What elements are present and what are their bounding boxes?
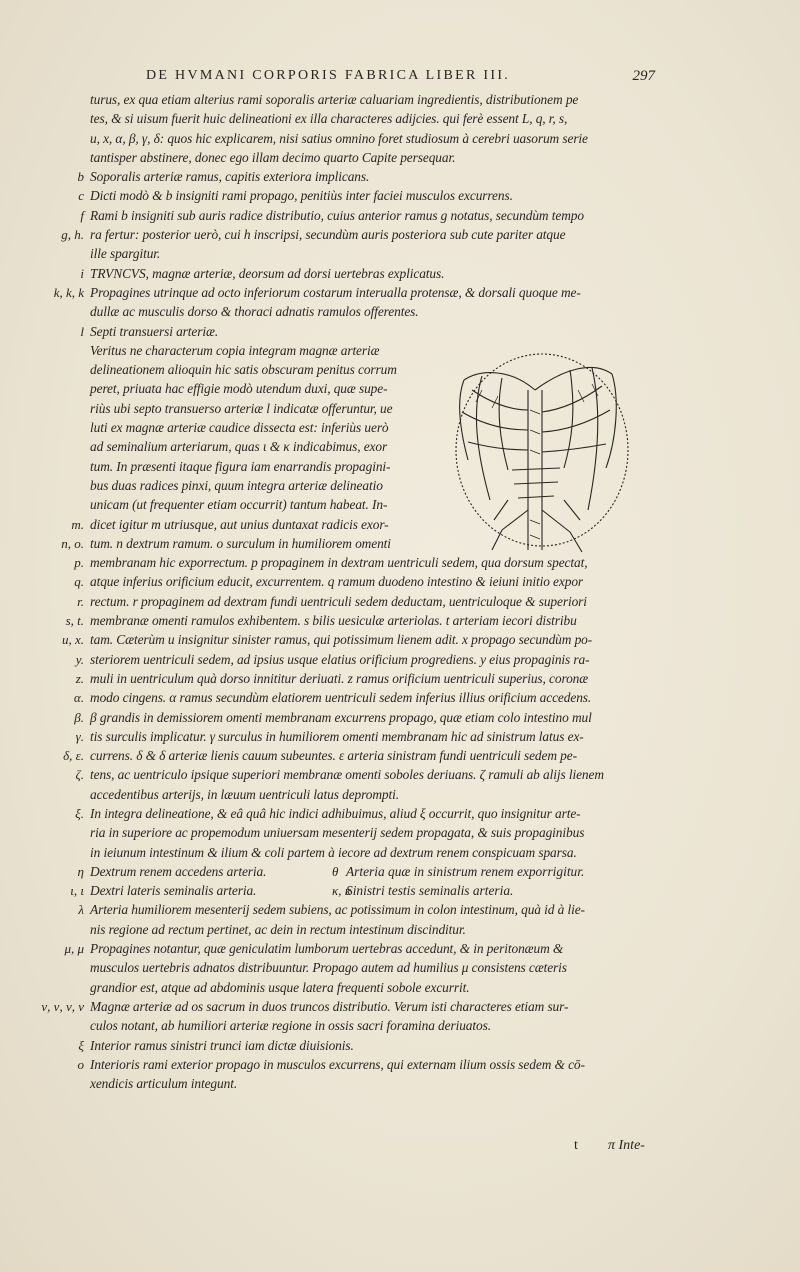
line-text-second: Sinistri testis seminalis arteria. <box>346 883 514 899</box>
catchword-line <box>0 1138 800 1158</box>
line-text: culos notant, ab humiliori arteriæ regione in ossis sacri foramina deriuatos. <box>90 1018 491 1034</box>
line-text: muli in uentriculum quà dorso innititur deriuati. z ramus orificium uentriculi superius, coronæ <box>90 670 589 686</box>
text-line <box>0 572 800 591</box>
text-line <box>0 109 800 128</box>
margin-key: y. <box>75 651 84 667</box>
margin-key: c <box>78 188 84 204</box>
signature-mark: t <box>574 1138 578 1153</box>
margin-key: b <box>77 169 84 185</box>
line-text: ra fertur: posterior uerò, cui h inscripsi, secundùm auris posteriora sub cute pariter atque <box>90 227 566 243</box>
text-line <box>0 418 800 437</box>
text-line <box>0 978 800 997</box>
text-line <box>0 958 800 977</box>
text-line <box>0 708 800 727</box>
line-text: tens, ac uentriculo ipsique superiori membranæ omenti soboles deriuans. ζ ramuli ab alijs lienem <box>90 767 604 783</box>
line-text: Interioris rami exterior propago in musculos excurrens, qui externam ilium ossis sedem & cō- <box>90 1056 585 1072</box>
line-text: in ieiunum intestinum & ilium & coli partem à iecore ad dextrum renem conspicuam sparsa. <box>90 844 577 860</box>
inline-key: κ, κ <box>332 883 351 899</box>
line-text: peret, priuata hac effigie modò utendum duxi, quæ supe- <box>90 381 388 397</box>
line-text: grandior est, atque ad abdominis usque latera frequenti sobole excurrit. <box>90 979 470 995</box>
line-text: tes, & si uisum fuerit huic delineationi ex illa characteres adijcies. qui ferè essent L, q, r, s, <box>90 111 568 127</box>
text-line <box>0 457 800 476</box>
running-head: DE HVMANI CORPORIS FABRICA LIBER III. <box>146 68 511 83</box>
text-line <box>0 437 800 456</box>
line-text: Magnæ arteriæ ad os sacrum in duos truncos distributio. Verum isti characteres etiam sur- <box>90 998 569 1014</box>
line-text: luti ex magnæ arteriæ caudice dissecta est: inferiùs uerò <box>90 420 389 436</box>
line-text: TRVNCVS, magnæ arteriæ, deorsum ad dorsi uertebras explicatus. <box>90 265 445 281</box>
text-line <box>0 804 800 823</box>
margin-key: ζ. <box>75 767 84 783</box>
text-line <box>0 302 800 321</box>
margin-key: f <box>80 207 84 223</box>
margin-key: p. <box>74 555 84 571</box>
line-text: tum. n dextrum ramum. o surculum in humiliorem omenti <box>90 535 391 551</box>
text-line <box>0 823 800 842</box>
margin-key: λ <box>78 902 84 918</box>
margin-key: l <box>80 323 84 339</box>
line-text: turus, ex qua etiam alterius rami soporalis arteriæ caluariam ingredientis, distributionem pe <box>90 92 579 107</box>
text-line <box>0 997 800 1016</box>
text-line <box>0 785 800 804</box>
line-text: Propagines utrinque ad octo inferiorum costarum interualla protensæ, & dorsali quoque me- <box>90 284 581 300</box>
line-text: atque inferius orificium educit, excurrentem. q ramum duodeno intestino & ieiuni initio expor <box>90 574 584 590</box>
line-text: tis surculis implicatur. γ surculus in humiliorem omenti membranam hic ad sinistrum latus ex- <box>90 728 584 744</box>
margin-key: i <box>80 265 84 281</box>
text-line <box>0 379 800 398</box>
text-line <box>0 515 800 534</box>
text-line <box>0 476 800 495</box>
margin-key: ξ <box>78 1037 84 1053</box>
text-line <box>0 244 800 263</box>
text-line <box>0 360 800 379</box>
line-text: Interior ramus sinistri trunci iam dictæ diuisionis. <box>90 1037 354 1053</box>
text-line <box>0 900 800 919</box>
line-text: Rami b insigniti sub auris radice distributio, cuius anterior ramus g notatus, secundùm tempo <box>90 207 584 223</box>
text-line <box>0 341 800 360</box>
margin-key: k, k, k <box>53 284 84 300</box>
margin-key: ξ. <box>75 805 84 821</box>
text-line <box>0 727 800 746</box>
margin-key: s, t. <box>65 613 84 629</box>
line-text: membranam hic exporrectum. p propaginem in dextram uentriculi sedem, qua dorsum spectat, <box>90 555 588 571</box>
line-text: β grandis in demissiorem omenti membranam excurrens propago, quæ etiam colo intestino mul <box>90 709 592 725</box>
line-text: currens. δ & δ arteriæ lienis cauum subeuntes. ε arteria sinistram fundi uentriculi sedem pe- <box>90 748 577 764</box>
line-text: tum. In præsenti itaque figura iam enarrandis propagini- <box>90 458 391 474</box>
line-text: Propagines notantur, quæ geniculatim lumborum uertebras accedunt, & in peritonæum & <box>90 941 564 957</box>
page-number: 297 <box>632 68 655 84</box>
line-text: u, x, α, β, γ, δ: quos hic explicarem, nisi satius omnino foret studiosum à cerebri uasorum serie <box>90 130 588 146</box>
line-text: membranæ omenti ramulos exhibentem. s bilis uesiculæ arteriolas. t arteriam iecori distribu <box>90 613 577 629</box>
margin-key: δ, ε. <box>63 748 84 764</box>
line-text: xendicis articulum integunt. <box>90 1076 238 1092</box>
text-line <box>0 630 800 649</box>
margin-key: ι, ι <box>70 883 84 899</box>
text-line <box>0 90 800 109</box>
text-line <box>0 1036 800 1055</box>
text-line <box>0 495 800 514</box>
text-line <box>0 322 800 341</box>
text-line <box>0 669 800 688</box>
line-text: tam. Cæterùm u insignitur sinister ramus, qui potissimum lienem adit. x propago secundùm po- <box>90 632 593 648</box>
text-line <box>0 1016 800 1035</box>
margin-key: g, h. <box>61 227 84 243</box>
text-line <box>0 650 800 669</box>
line-text: Dicti modò & b insigniti rami propago, penitiùs inter faciei musculos excurrens. <box>90 188 513 204</box>
line-text: Dextrum renem accedens arteria. <box>90 863 267 879</box>
text-line <box>0 534 800 553</box>
line-text: delineationem alioquin hic satis obscuram penitus corrum <box>90 362 397 378</box>
line-text: Septi transuersi arteriæ. <box>90 323 219 339</box>
line-text: dicet igitur m utriusque, aut unius duntaxat radicis exor- <box>90 516 389 532</box>
text-line <box>0 206 800 225</box>
line-text: accedentibus arterijs, in læuum uentriculi latus deprompti. <box>90 786 400 802</box>
margin-key: α. <box>73 690 84 706</box>
text-line <box>0 399 800 418</box>
line-text: nis regione ad rectum pertinet, ac dein in rectum intestinum discinditur. <box>90 921 466 937</box>
margin-key: ν, ν, ν, ν <box>41 998 84 1014</box>
text-line <box>0 1055 800 1074</box>
text-line <box>0 765 800 784</box>
margin-key: q. <box>74 574 84 590</box>
text-line <box>0 1074 800 1093</box>
text-line <box>0 862 800 881</box>
inline-key: θ <box>332 863 339 879</box>
text-line <box>0 939 800 958</box>
line-text: Arteria humiliorem mesenterij sedem subiens, ac potissimum in colon intestinum, quà id à lie- <box>90 902 585 918</box>
catchword: π Inte- <box>608 1138 645 1153</box>
line-text: dullæ ac musculis dorso & thoraci adnatis ramulos offerentes. <box>90 304 419 320</box>
text-line <box>0 688 800 707</box>
text-line <box>0 167 800 186</box>
text-line <box>0 148 800 167</box>
margin-key: β. <box>74 709 84 725</box>
line-text: In integra delineatione, & eâ quâ hic indici adhibuimus, aliud ξ occurrit, quo insignitur arte- <box>90 805 581 821</box>
margin-key: z. <box>75 670 84 686</box>
line-text: tantisper abstinere, donec ego illam decimo quarto Capite persequar. <box>90 149 456 165</box>
margin-key: u, x. <box>61 632 84 648</box>
margin-key: o <box>77 1056 84 1072</box>
text-line <box>0 283 800 302</box>
margin-key: n, o. <box>61 535 84 551</box>
line-text: ria in superiore ac propemodum uniuersam mesenterij sedem propagata, & suis propaginibus <box>90 825 585 841</box>
text-line <box>0 186 800 205</box>
page-header <box>0 68 800 90</box>
text-line <box>0 843 800 862</box>
text-line <box>0 553 800 572</box>
text-line <box>0 920 800 939</box>
line-text: steriorem uentriculi sedem, ad ipsius usque elatius orificium progrediens. y eius propaginis ra- <box>90 651 590 667</box>
line-text: Soporalis arteriæ ramus, capitis exteriora implicans. <box>90 169 370 185</box>
line-text: rectum. r propaginem ad dextram fundi uentriculi sedem deductam, uentriculoque & superiori <box>90 593 587 609</box>
text-line <box>0 264 800 283</box>
margin-key: η <box>77 863 84 879</box>
margin-key: γ. <box>75 728 84 744</box>
text-line <box>0 611 800 630</box>
margin-key: m. <box>71 516 84 532</box>
aorta-woodcut-figure <box>442 350 630 560</box>
margin-key: μ, μ <box>64 941 84 957</box>
text-line <box>0 881 800 900</box>
body-text <box>0 90 800 1093</box>
line-text: bus duas radices pinxi, quum integra arteriæ delineatio <box>90 477 383 493</box>
line-text: modo cingens. α ramus secundùm elatiorem uentriculi sedem inferius illius orificium accedens. <box>90 690 592 706</box>
line-text: Veritus ne characterum copia integram magnæ arteriæ <box>90 342 380 358</box>
text-line <box>0 225 800 244</box>
line-text: ille spargitur. <box>90 246 161 262</box>
line-text: riùs ubi septo transuerso arteriæ l indicatæ offeruntur, ue <box>90 400 393 416</box>
text-line <box>0 129 800 148</box>
line-text-second: Arteria quæ in sinistrum renem exporrigitur. <box>346 863 585 879</box>
margin-key: r. <box>77 593 84 609</box>
line-text: ad seminalium arteriarum, quas ι & κ indicabimus, exor <box>90 439 388 455</box>
line-text: musculos uertebris adnatos distribuuntur. Propago autem ad humilius μ consistens cæteris <box>90 960 567 976</box>
line-text: Dextri lateris seminalis arteria. <box>90 883 257 899</box>
text-line <box>0 746 800 765</box>
line-text: unicam (ut frequenter etiam occurrit) tantum habeat. In- <box>90 497 388 513</box>
text-line <box>0 592 800 611</box>
